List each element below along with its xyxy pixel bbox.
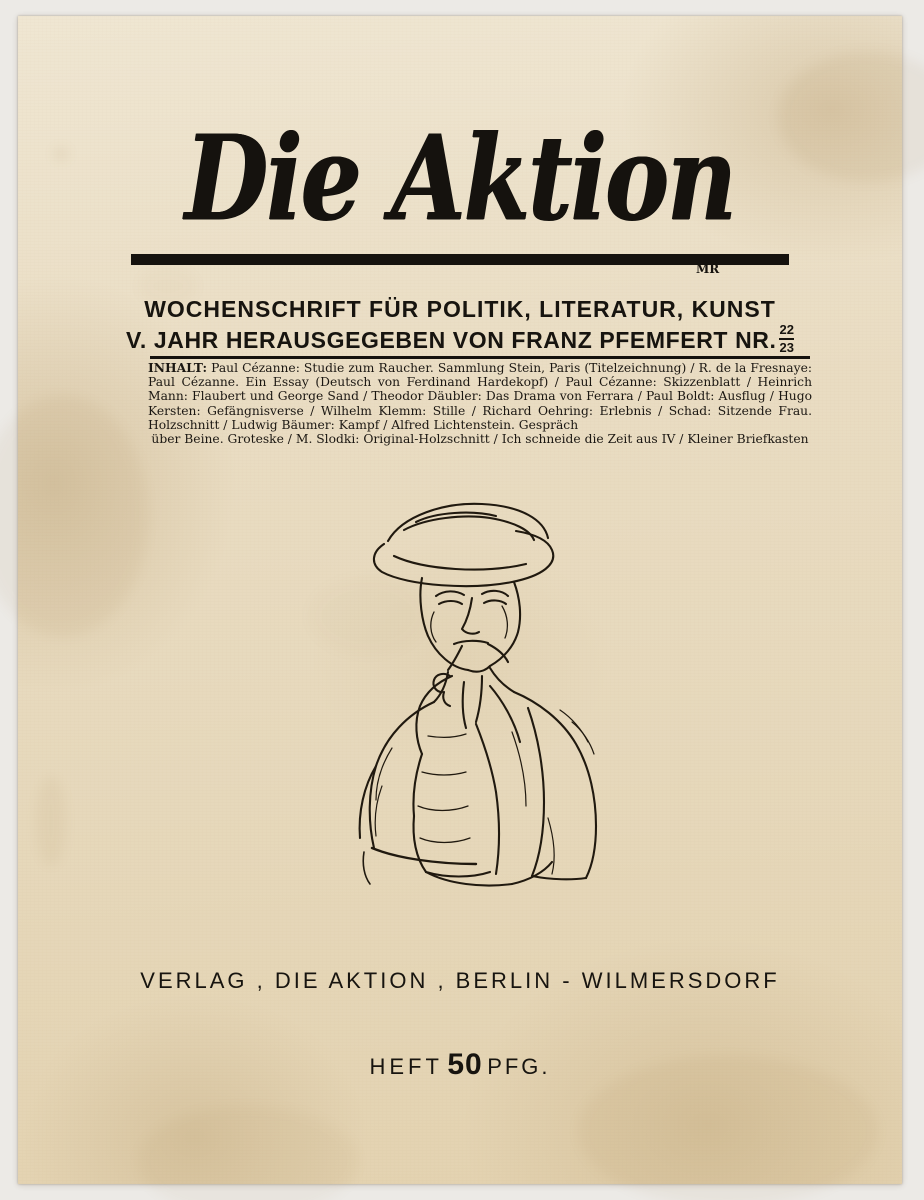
issue-number-bottom: 23 bbox=[779, 339, 794, 355]
price-suffix: PFG. bbox=[487, 1054, 551, 1079]
contents-body: Paul Cézanne: Studie zum Raucher. Sammlung Stein, Paris (Titelzeichnung) / R. de la Fresnaye: Paul Cézanne. Ein Essay (Deutsch von Ferdinand Hardekopf) / Paul Cézanne: Skizzenblatt / Heinrich Mann: Flaubert und George Sand / Theodor Däubler: Das Drama von Ferrara / Paul Boldt: Ausflug / Hugo Kersten: Gefängnisverse / Wilhelm Klemm: Stille / Richard Oehring: Erlebnis / Schad: Sitzende Frau. Holzschnitt / Ludwig Bäumer: Kampf / Alfred Lichtenstein. Gespräch bbox=[148, 361, 812, 432]
masthead bbox=[18, 109, 902, 247]
price-line bbox=[18, 1048, 902, 1082]
contents-last-line: über Beine. Groteske / M. Slodki: Original-Holzschnitt / Ich schneide die Zeit aus IV / Kleiner Briefkasten bbox=[151, 432, 809, 447]
cezanne-smoker-drawing-icon bbox=[276, 486, 696, 896]
issue-number-top: 22 bbox=[779, 322, 794, 337]
artist-monogram: MR bbox=[696, 262, 720, 276]
subtitle-line-2: V. JAHR HERAUSGEGEBEN VON FRANZ PFEMFERT NR. bbox=[126, 327, 777, 354]
price-prefix: HEFT bbox=[369, 1054, 443, 1079]
contents-rule bbox=[150, 356, 810, 359]
price-amount: 50 bbox=[447, 1048, 483, 1081]
masthead-title: Die Aktion bbox=[185, 109, 735, 247]
masthead-rule bbox=[131, 254, 789, 265]
subtitle-line-2-row bbox=[18, 322, 902, 356]
contents-label: INHALT: bbox=[148, 360, 208, 375]
subtitle-line-1: WOCHENSCHRIFT FÜR POLITIK, LITERATUR, KUNST bbox=[144, 296, 776, 322]
issue-number bbox=[779, 323, 793, 354]
cover-content bbox=[18, 16, 902, 1184]
magazine-cover bbox=[18, 16, 902, 1184]
publisher-line: VERLAG , DIE AKTION , BERLIN - WILMERSDORF bbox=[140, 968, 780, 993]
contents-block bbox=[148, 361, 812, 446]
